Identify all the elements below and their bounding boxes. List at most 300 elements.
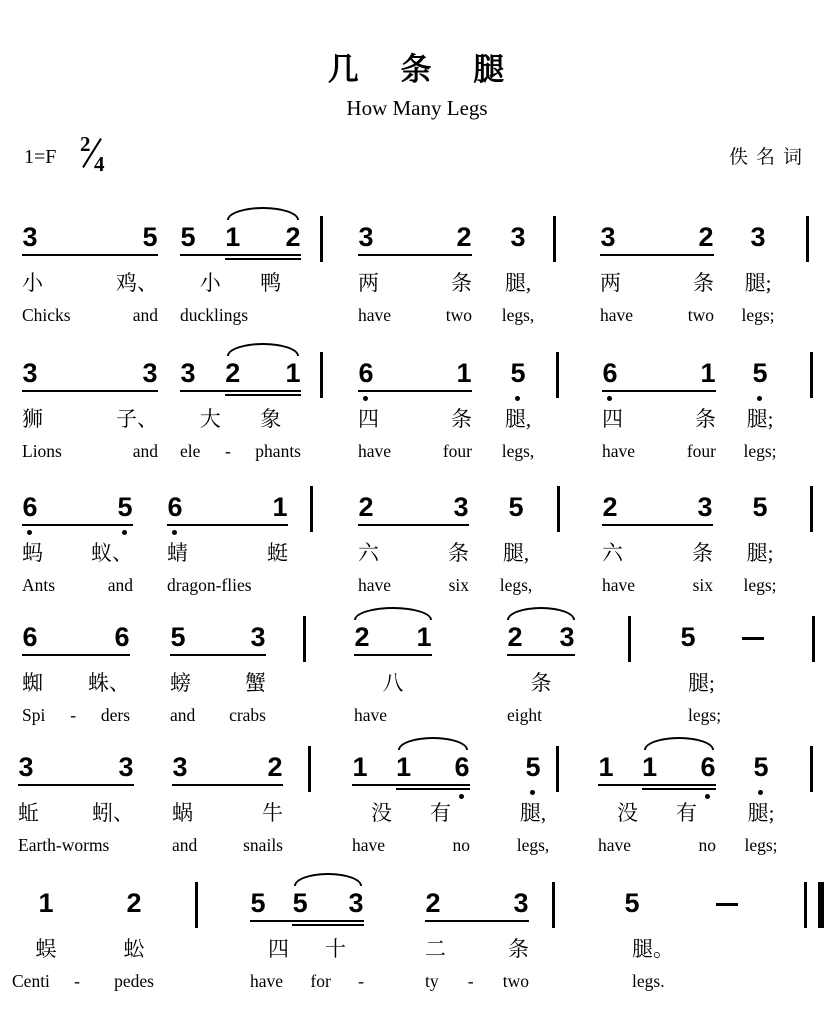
notes-row <box>20 622 132 656</box>
chinese-lyrics-row <box>170 800 285 826</box>
english-word: and <box>132 305 158 325</box>
chinese-syllable: 蚂 <box>22 541 43 565</box>
note-digit: 6 <box>22 622 38 652</box>
note-group <box>600 492 715 596</box>
note-digit-low-octave: 5 <box>752 358 768 388</box>
note-digit: 1 <box>272 492 288 522</box>
note-digit: 2 <box>225 358 241 388</box>
chinese-lyrics-row <box>178 406 303 432</box>
english-word: legs, <box>501 305 535 325</box>
song-subtitle: How Many Legs <box>346 96 488 120</box>
chinese-syllable: 螃 <box>170 671 191 695</box>
english-word: have <box>358 575 392 595</box>
note-group <box>350 752 472 856</box>
chinese-syllable: 腿; <box>688 671 715 695</box>
english-word: legs, <box>499 575 533 595</box>
english-word: legs. <box>632 971 665 991</box>
chinese-syllable: 条 <box>451 271 472 295</box>
note-digit: 1 <box>456 358 472 388</box>
note-digit: 2 <box>267 752 283 782</box>
english-lyrics-row <box>248 970 366 992</box>
chinese-syllable: 牛 <box>262 801 283 825</box>
barline <box>557 486 560 532</box>
english-word: four <box>686 441 716 461</box>
note-digit: 2 <box>425 888 441 918</box>
english-lyrics-row <box>350 834 472 856</box>
barline <box>556 746 559 792</box>
english-lyrics-row <box>724 440 796 462</box>
english-lyrics-row <box>600 574 715 596</box>
chinese-syllable: 八 <box>382 671 404 695</box>
chinese-syllable: 鸭 <box>260 271 282 295</box>
chinese-syllable: 蚯 <box>18 801 39 825</box>
english-word: Centi <box>12 971 50 991</box>
chinese-lyrics-row <box>722 270 794 296</box>
note-digit: 3 <box>22 358 38 388</box>
note-digit: 3 <box>348 888 364 918</box>
english-lyrics-row <box>352 704 434 726</box>
chinese-syllable: 蚁、 <box>91 541 133 565</box>
english-lyrics-row <box>482 304 554 326</box>
chinese-lyrics-row <box>10 936 82 962</box>
note-digit: 3 <box>453 492 469 522</box>
chinese-syllable: 四 <box>268 937 289 961</box>
english-word: two <box>445 305 472 325</box>
note-digit-low-octave: 6 <box>602 358 618 388</box>
english-word: Ants <box>22 575 56 595</box>
english-lyrics-row <box>622 970 740 992</box>
english-lyrics-row <box>20 304 160 326</box>
chinese-syllable: 两 <box>358 271 379 295</box>
note-group <box>423 888 531 992</box>
music-system <box>0 358 834 486</box>
chinese-syllable: 没 <box>371 801 392 825</box>
chinese-syllable: 象 <box>260 407 282 431</box>
notes-row <box>356 222 474 256</box>
english-lyrics-row <box>20 704 132 726</box>
notes-row <box>600 358 718 392</box>
note-digit: 1 <box>285 358 301 388</box>
barline <box>303 616 306 662</box>
note-group <box>178 358 303 462</box>
note-group <box>480 492 552 596</box>
chinese-lyrics-row <box>482 406 554 432</box>
english-word: dragon-flies <box>167 575 252 595</box>
note-digit-low-octave: 5 <box>753 752 769 782</box>
note-group <box>10 888 82 992</box>
chinese-lyrics-row <box>622 936 740 962</box>
note-digit: 3 <box>750 222 766 252</box>
note-group <box>178 222 303 326</box>
english-lyrics-row <box>168 704 268 726</box>
chinese-syllable: 腿, <box>502 541 530 565</box>
chinese-lyrics-row <box>482 270 554 296</box>
note-digit: 2 <box>507 622 523 652</box>
chinese-syllable: 腿, <box>504 407 532 431</box>
note-digit: 5 <box>508 492 524 522</box>
english-word: - <box>224 441 231 461</box>
note-digit: 3 <box>180 358 196 388</box>
note-digit: 5 <box>250 888 266 918</box>
time-signature <box>74 132 114 178</box>
chinese-lyrics-row <box>356 270 474 296</box>
english-word: pedes <box>114 971 154 991</box>
chinese-lyrics-row <box>598 270 716 296</box>
chinese-syllable: 蟹 <box>245 671 266 695</box>
chinese-syllable: 腿; <box>746 541 774 565</box>
english-word: have <box>358 441 392 461</box>
english-word: have <box>354 705 388 725</box>
english-word: - <box>74 971 80 991</box>
notes-row <box>724 492 796 526</box>
notes-row <box>100 888 168 922</box>
chinese-syllable: 腿; <box>744 271 772 295</box>
chinese-syllable: 条 <box>695 407 716 431</box>
note-group <box>622 888 740 992</box>
note-digit: 2 <box>358 492 374 522</box>
sixteenth-beam-group <box>396 752 470 782</box>
chinese-syllable: 大 <box>199 407 221 431</box>
barline <box>553 216 556 262</box>
chinese-lyrics-row <box>168 670 268 696</box>
chinese-syllable: 二 <box>425 937 446 961</box>
barline <box>810 352 813 398</box>
chinese-lyrics-row <box>16 800 136 826</box>
chinese-lyrics-row <box>724 406 796 432</box>
chinese-syllable: 蜓 <box>267 541 288 565</box>
note-digit: 5 <box>142 222 158 252</box>
note-digit: 1 <box>225 222 241 252</box>
chinese-lyrics-row <box>596 800 718 826</box>
time-signature-numerator: 2 <box>80 132 91 156</box>
note-group <box>356 358 474 462</box>
english-lyrics-row <box>722 304 794 326</box>
chinese-lyrics-row <box>350 800 472 826</box>
note-group <box>356 222 474 326</box>
english-lyrics-row <box>505 704 577 726</box>
note-digit-low-octave: 6 <box>700 752 716 782</box>
note-group <box>16 752 136 856</box>
notes-row <box>248 888 366 922</box>
time-signature-denominator: 4 <box>94 152 105 176</box>
note-digit: 3 <box>22 222 38 252</box>
note-group <box>20 622 132 726</box>
english-word: crabs <box>229 705 266 725</box>
music-system <box>0 752 834 880</box>
notes-row <box>505 622 577 656</box>
dash-extension <box>742 637 764 640</box>
note-group <box>20 358 160 462</box>
english-lyrics-row <box>596 834 718 856</box>
english-lyrics-row <box>178 440 303 462</box>
english-lyrics-row <box>498 834 568 856</box>
chinese-syllable: 蚓、 <box>92 801 134 825</box>
notes-row <box>482 222 554 256</box>
note-digit: 5 <box>752 492 768 522</box>
barline <box>320 352 323 398</box>
barline <box>320 216 323 262</box>
notes-row <box>423 888 531 922</box>
english-lyrics-row <box>178 304 303 326</box>
barline <box>628 616 631 662</box>
english-word: legs, <box>516 835 550 855</box>
notes-row <box>20 358 160 392</box>
english-word: legs; <box>688 705 722 725</box>
note-group <box>170 752 285 856</box>
english-word: and <box>170 705 196 725</box>
chinese-syllable: 蚣 <box>123 937 145 961</box>
english-word: ty <box>425 971 439 991</box>
note-group <box>482 222 554 326</box>
lyricist-credit: 佚名词 <box>728 147 810 168</box>
sixteenth-beam-group <box>642 752 716 782</box>
notes-row <box>480 492 552 526</box>
note-group <box>20 222 160 326</box>
english-word: legs; <box>743 441 777 461</box>
english-lyrics-row <box>423 970 531 992</box>
english-lyrics-row <box>726 834 796 856</box>
chinese-lyrics-row <box>356 406 474 432</box>
note-digit: 5 <box>180 222 196 252</box>
notes-row <box>678 622 766 656</box>
chinese-lyrics-row <box>600 406 718 432</box>
english-word: have <box>358 305 392 325</box>
chinese-syllable: 腿, <box>504 271 532 295</box>
sixteenth-beam-group <box>292 888 364 918</box>
barline <box>812 616 815 662</box>
english-lyrics-row <box>600 440 718 462</box>
english-lyrics-row <box>482 440 554 462</box>
english-word: and <box>132 441 158 461</box>
english-word: ders <box>100 705 130 725</box>
chinese-syllable: 腿。 <box>632 937 674 961</box>
barline <box>308 746 311 792</box>
notes-row <box>10 888 82 922</box>
note-digit: 3 <box>559 622 575 652</box>
note-digit: 3 <box>18 752 34 782</box>
english-word: - <box>358 971 364 991</box>
chinese-lyrics-row <box>352 670 434 696</box>
note-digit: 3 <box>358 222 374 252</box>
chinese-syllable: 条 <box>448 541 469 565</box>
english-lyrics-row <box>356 440 474 462</box>
note-digit-low-octave: 6 <box>454 752 470 782</box>
chinese-syllable: 蜗 <box>172 801 193 825</box>
english-lyrics-row <box>10 970 82 992</box>
english-word: Spi <box>22 705 46 725</box>
english-word: snails <box>243 835 283 855</box>
song-title: 几 条 腿 <box>327 52 507 87</box>
notes-row <box>726 752 796 786</box>
chinese-syllable: 四 <box>358 407 379 431</box>
note-group <box>724 492 796 596</box>
english-lyrics-row <box>356 304 474 326</box>
notes-row <box>178 222 303 256</box>
note-group <box>482 358 554 462</box>
chinese-syllable: 六 <box>602 541 623 565</box>
note-digit: 2 <box>354 622 370 652</box>
chinese-lyrics-row <box>20 670 132 696</box>
note-digit: 1 <box>396 752 412 782</box>
chinese-lyrics-row <box>165 540 290 566</box>
note-digit-low-octave: 5 <box>525 752 541 782</box>
note-group <box>596 752 718 856</box>
english-word: have <box>250 971 284 991</box>
note-digit: 3 <box>697 492 713 522</box>
note-digit-low-octave: 6 <box>167 492 183 522</box>
chinese-lyrics-row <box>20 540 135 566</box>
note-group <box>598 222 716 326</box>
chinese-syllable: 条 <box>451 407 472 431</box>
english-word: six <box>448 575 469 595</box>
chinese-syllable: 腿; <box>746 407 774 431</box>
english-lyrics-row <box>480 574 552 596</box>
note-digit: 1 <box>352 752 368 782</box>
sixteenth-beam-group <box>225 222 301 252</box>
notes-row <box>482 358 554 392</box>
chinese-lyrics-row <box>20 406 160 432</box>
chinese-syllable: 有 <box>430 801 451 825</box>
english-word: have <box>598 835 632 855</box>
chinese-syllable: 小 <box>199 271 221 295</box>
note-digit-low-octave: 6 <box>358 358 374 388</box>
chinese-lyrics-row <box>178 270 303 296</box>
chinese-syllable: 蜈 <box>35 937 57 961</box>
note-digit: 5 <box>624 888 640 918</box>
english-lyrics-row <box>170 834 285 856</box>
english-word: and <box>172 835 198 855</box>
music-system <box>0 222 834 350</box>
note-digit: 3 <box>172 752 188 782</box>
note-digit: 3 <box>600 222 616 252</box>
note-digit: 3 <box>118 752 134 782</box>
note-digit: 1 <box>38 888 54 918</box>
notes-row <box>20 222 160 256</box>
english-lyrics-row <box>20 440 160 462</box>
english-word: and <box>107 575 133 595</box>
chinese-syllable: 十 <box>325 937 346 961</box>
english-lyrics-row <box>165 574 290 596</box>
note-group <box>165 492 290 596</box>
notes-row <box>596 752 718 786</box>
chinese-syllable: 小 <box>22 271 43 295</box>
chinese-lyrics-row <box>423 936 531 962</box>
note-digit: 2 <box>698 222 714 252</box>
note-digit: 3 <box>510 222 526 252</box>
notes-row <box>622 888 740 922</box>
chinese-syllable: 蜘 <box>22 671 43 695</box>
chinese-syllable: 腿; <box>747 801 775 825</box>
notes-row <box>165 492 290 526</box>
english-word: legs; <box>741 305 775 325</box>
note-digit: 1 <box>642 752 658 782</box>
english-word: have <box>602 441 636 461</box>
english-word: have <box>352 835 386 855</box>
note-digit: 1 <box>598 752 614 782</box>
note-group <box>100 888 168 992</box>
note-group <box>168 622 268 726</box>
note-group <box>356 492 471 596</box>
chinese-syllable: 蛛、 <box>88 671 130 695</box>
notes-row <box>724 358 796 392</box>
chinese-lyrics-row <box>678 670 766 696</box>
chinese-lyrics-row <box>480 540 552 566</box>
note-digit: 3 <box>250 622 266 652</box>
english-word: have <box>600 305 634 325</box>
note-group <box>352 622 434 726</box>
chinese-lyrics-row <box>100 936 168 962</box>
note-digit: 2 <box>126 888 142 918</box>
english-lyrics-row <box>16 834 136 856</box>
english-word: six <box>692 575 713 595</box>
music-system <box>0 622 834 750</box>
english-word: Lions <box>22 441 62 461</box>
note-digit: 2 <box>456 222 472 252</box>
barline <box>810 746 813 792</box>
english-word: ducklings <box>180 305 249 325</box>
barline <box>195 882 198 928</box>
chinese-lyrics-row <box>248 936 366 962</box>
notes-row <box>356 358 474 392</box>
chinese-syllable: 有 <box>676 801 697 825</box>
barline <box>310 486 313 532</box>
english-lyrics-row <box>724 574 796 596</box>
english-word: two <box>502 971 529 991</box>
sixteenth-beam-group <box>225 358 301 388</box>
barline <box>556 352 559 398</box>
notes-row <box>356 492 471 526</box>
barline <box>806 216 809 262</box>
english-word: - <box>467 971 474 991</box>
english-word: legs; <box>744 835 778 855</box>
dash-extension <box>716 903 738 906</box>
note-group <box>724 358 796 462</box>
chinese-lyrics-row <box>724 540 796 566</box>
chinese-lyrics-row <box>600 540 715 566</box>
note-group <box>678 622 766 726</box>
notes-row <box>168 622 268 656</box>
chinese-syllable: 子、 <box>116 407 158 431</box>
notes-row <box>722 222 794 256</box>
note-digit: 5 <box>170 622 186 652</box>
slur-arc <box>227 207 299 220</box>
chinese-syllable: 四 <box>602 407 623 431</box>
note-digit-low-octave: 5 <box>117 492 133 522</box>
notes-row <box>600 492 715 526</box>
note-group <box>20 492 135 596</box>
note-group <box>505 622 577 726</box>
music-system <box>0 492 834 620</box>
note-digit: 2 <box>602 492 618 522</box>
english-word: for <box>310 971 331 991</box>
note-digit: 6 <box>114 622 130 652</box>
note-group <box>248 888 366 992</box>
chinese-syllable: 六 <box>358 541 379 565</box>
note-group <box>722 222 794 326</box>
note-digit: 3 <box>142 358 158 388</box>
notes-row <box>170 752 285 786</box>
english-lyrics-row <box>356 574 471 596</box>
chinese-syllable: 条 <box>508 937 529 961</box>
notes-row <box>20 492 135 526</box>
chinese-syllable: 狮 <box>22 407 43 431</box>
key-signature: 1=F <box>24 146 57 168</box>
chinese-syllable: 没 <box>617 801 638 825</box>
chinese-syllable: 条 <box>693 271 714 295</box>
english-word: eight <box>507 705 542 725</box>
chinese-syllable: 鸡、 <box>116 271 158 295</box>
note-digit: 3 <box>513 888 529 918</box>
